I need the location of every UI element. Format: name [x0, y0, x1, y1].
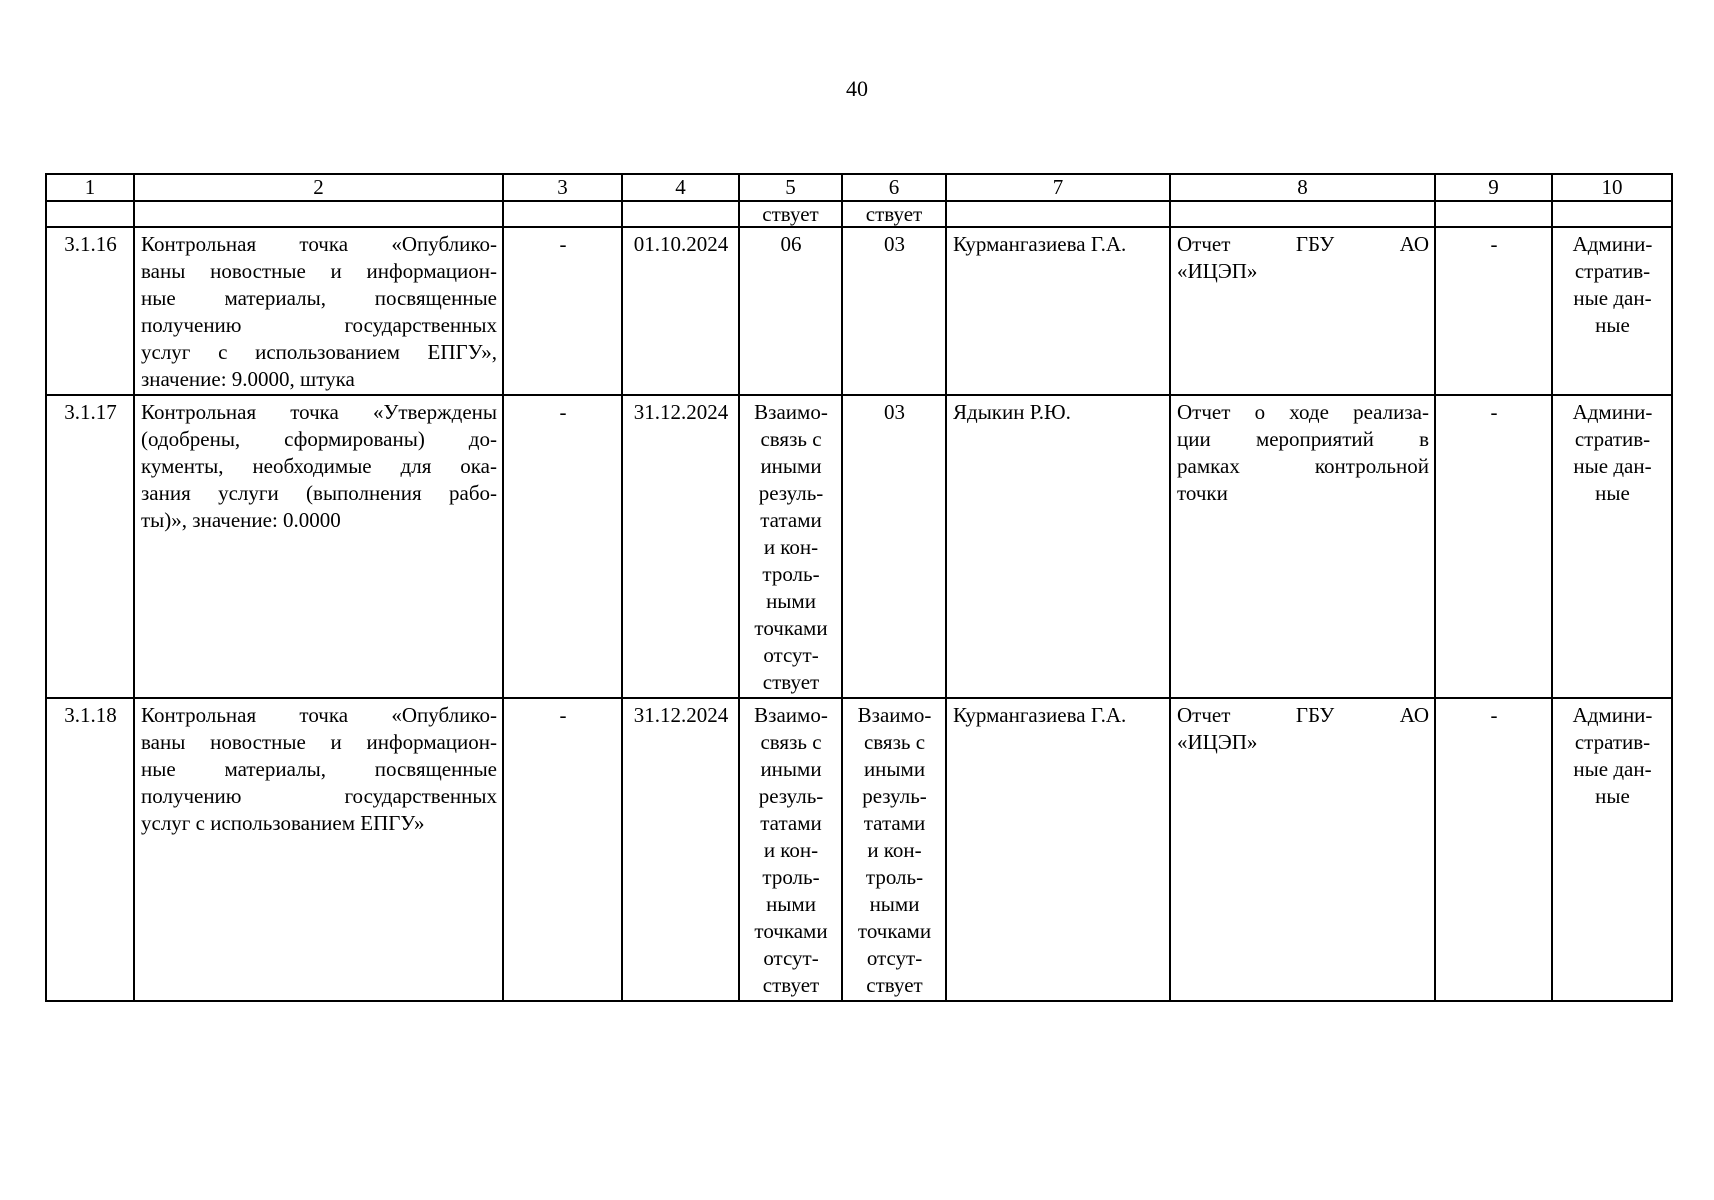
cell-line: точками — [857, 919, 932, 943]
cell-line: ные — [1595, 313, 1630, 337]
cell-line: «ИЦЭП» — [1177, 259, 1258, 283]
table-row — [46, 698, 1672, 1001]
document-cell — [1170, 698, 1435, 1001]
source-cell — [1552, 698, 1672, 1001]
cell-line: Контрольная точка «Утверждены — [141, 400, 497, 424]
cell-line: «ИЦЭП» — [1177, 730, 1258, 754]
cell-line: татами — [863, 811, 926, 835]
source-cell — [1552, 395, 1672, 698]
row-number: 3.1.17 — [46, 395, 134, 698]
responsible-cell: Ядыкин Р.Ю. — [946, 395, 1170, 698]
table-row — [46, 227, 1672, 395]
cell-line: точки — [1177, 481, 1228, 505]
column-header: 10 — [1552, 174, 1672, 201]
column-6-cell — [842, 698, 946, 1001]
cell-line: Контрольная точка «Опублико- — [141, 232, 497, 256]
cell-line: Админи- — [1572, 703, 1653, 727]
cell-line: стратив- — [1574, 427, 1651, 451]
cell-line: Взаимо- — [754, 400, 828, 424]
table-cell — [503, 201, 622, 227]
column-9-cell: - — [1435, 395, 1552, 698]
column-3-cell: - — [503, 395, 622, 698]
cell-line: услуг с использованием ЕПГУ», — [141, 340, 497, 364]
column-header: 5 — [739, 174, 842, 201]
column-3-cell: - — [503, 698, 622, 1001]
cell-line: ные дан- — [1573, 757, 1652, 781]
cell-line: Отчет о ходе реализа- — [1177, 400, 1429, 424]
table-cell — [946, 201, 1170, 227]
cell-line: иными — [863, 757, 926, 781]
column-header: 3 — [503, 174, 622, 201]
column-6-cell — [842, 395, 946, 698]
date-cell: 31.12.2024 — [622, 395, 739, 698]
cell-line: ные материалы, посвященные — [141, 757, 497, 781]
cell-line: отсут- — [763, 643, 819, 667]
responsible-cell: Курмангазиева Г.А. — [946, 227, 1170, 395]
date-cell: 01.10.2024 — [622, 227, 739, 395]
cell-line: связь с — [863, 730, 926, 754]
page-number: 40 — [846, 76, 868, 101]
cell-line: ваны новостные и информацион- — [141, 259, 497, 283]
continuation-row — [46, 201, 1672, 227]
cell-line: ные — [1595, 481, 1630, 505]
cell-line: резуль- — [862, 784, 927, 808]
cell-line: ные материалы, посвященные — [141, 286, 497, 310]
cell-line: отсут- — [763, 946, 819, 970]
cell-line: Контрольная точка «Опублико- — [141, 703, 497, 727]
cell-line: ваны новостные и информацион- — [141, 730, 497, 754]
cell-line: получению государственных — [141, 313, 497, 337]
cell-line: 03 — [884, 400, 905, 424]
cell-line: резуль- — [758, 784, 824, 808]
column-header: 1 — [46, 174, 134, 201]
cell-line: кументы, необходимые для ока- — [141, 454, 497, 478]
cell-line: ции мероприятий в — [1177, 427, 1429, 451]
control-points-table — [45, 173, 1673, 1002]
cell-line: связь с — [760, 730, 822, 754]
column-9-cell: - — [1435, 698, 1552, 1001]
cell-line: стратив- — [1574, 259, 1651, 283]
table-cell — [1170, 201, 1435, 227]
cell-line: иными — [760, 454, 822, 478]
cell-line: и кон- — [867, 838, 922, 862]
column-header: 2 — [134, 174, 503, 201]
header-row — [46, 174, 1672, 201]
table-cell: ствует — [842, 201, 946, 227]
column-header: 6 — [842, 174, 946, 201]
column-header: 8 — [1170, 174, 1435, 201]
cell-line: связь с — [760, 427, 822, 451]
cell-line: татами — [760, 508, 822, 532]
column-5-cell — [739, 227, 842, 395]
cell-line: резуль- — [758, 481, 824, 505]
cell-line: Админи- — [1572, 232, 1653, 256]
responsible-cell: Курмангазиева Г.А. — [946, 698, 1170, 1001]
column-5-cell — [739, 698, 842, 1001]
cell-line: отсут- — [866, 946, 923, 970]
description-cell — [134, 698, 503, 1001]
table-cell — [622, 201, 739, 227]
table-cell — [1552, 201, 1672, 227]
cell-line: (одобрены, сформированы) до- — [141, 427, 497, 451]
cell-line: ствует — [866, 973, 923, 997]
cell-line: Взаимо- — [754, 703, 828, 727]
cell-line: и кон- — [763, 535, 819, 559]
cell-line: точками — [754, 919, 828, 943]
column-5-cell — [739, 395, 842, 698]
cell-line: троль- — [762, 562, 820, 586]
table-cell — [1435, 201, 1552, 227]
cell-line: ствует — [762, 670, 820, 694]
column-9-cell: - — [1435, 227, 1552, 395]
cell-line: иными — [760, 757, 822, 781]
cell-line: получению государственных — [141, 784, 497, 808]
cell-line: троль- — [762, 865, 820, 889]
cell-line: ты)», значение: 0.0000 — [141, 508, 341, 532]
column-3-cell: - — [503, 227, 622, 395]
table-cell — [46, 201, 134, 227]
cell-line: ными — [766, 589, 816, 613]
document-cell — [1170, 227, 1435, 395]
cell-line: стратив- — [1574, 730, 1651, 754]
row-number: 3.1.18 — [46, 698, 134, 1001]
row-number: 3.1.16 — [46, 227, 134, 395]
cell-line: 06 — [780, 232, 802, 256]
cell-line: ными — [869, 892, 920, 916]
column-header: 7 — [946, 174, 1170, 201]
table-cell — [134, 201, 503, 227]
cell-line: Отчет ГБУ АО — [1177, 232, 1429, 256]
cell-line: услуг с использованием ЕПГУ» — [141, 811, 425, 835]
date-cell: 31.12.2024 — [622, 698, 739, 1001]
cell-line: татами — [760, 811, 822, 835]
table-cell: ствует — [739, 201, 842, 227]
cell-line: ные дан- — [1573, 286, 1652, 310]
cell-line: троль- — [865, 865, 924, 889]
column-header: 4 — [622, 174, 739, 201]
cell-line: рамках контрольной — [1177, 454, 1429, 478]
cell-line: ными — [766, 892, 816, 916]
cell-line: Отчет ГБУ АО — [1177, 703, 1429, 727]
source-cell — [1552, 227, 1672, 395]
column-header: 9 — [1435, 174, 1552, 201]
cell-line: 03 — [884, 232, 905, 256]
cell-line: точками — [754, 616, 828, 640]
cell-line: значение: 9.0000, штука — [141, 367, 355, 391]
document-cell — [1170, 395, 1435, 698]
table-row — [46, 395, 1672, 698]
cell-line: ные — [1595, 784, 1630, 808]
description-cell — [134, 395, 503, 698]
cell-line: и кон- — [763, 838, 819, 862]
cell-line: ные дан- — [1573, 454, 1652, 478]
description-cell — [134, 227, 503, 395]
cell-line: зания услуги (выполнения рабо- — [141, 481, 497, 505]
cell-line: Взаимо- — [857, 703, 932, 727]
cell-line: ствует — [762, 973, 820, 997]
cell-line: Админи- — [1572, 400, 1653, 424]
column-6-cell — [842, 227, 946, 395]
